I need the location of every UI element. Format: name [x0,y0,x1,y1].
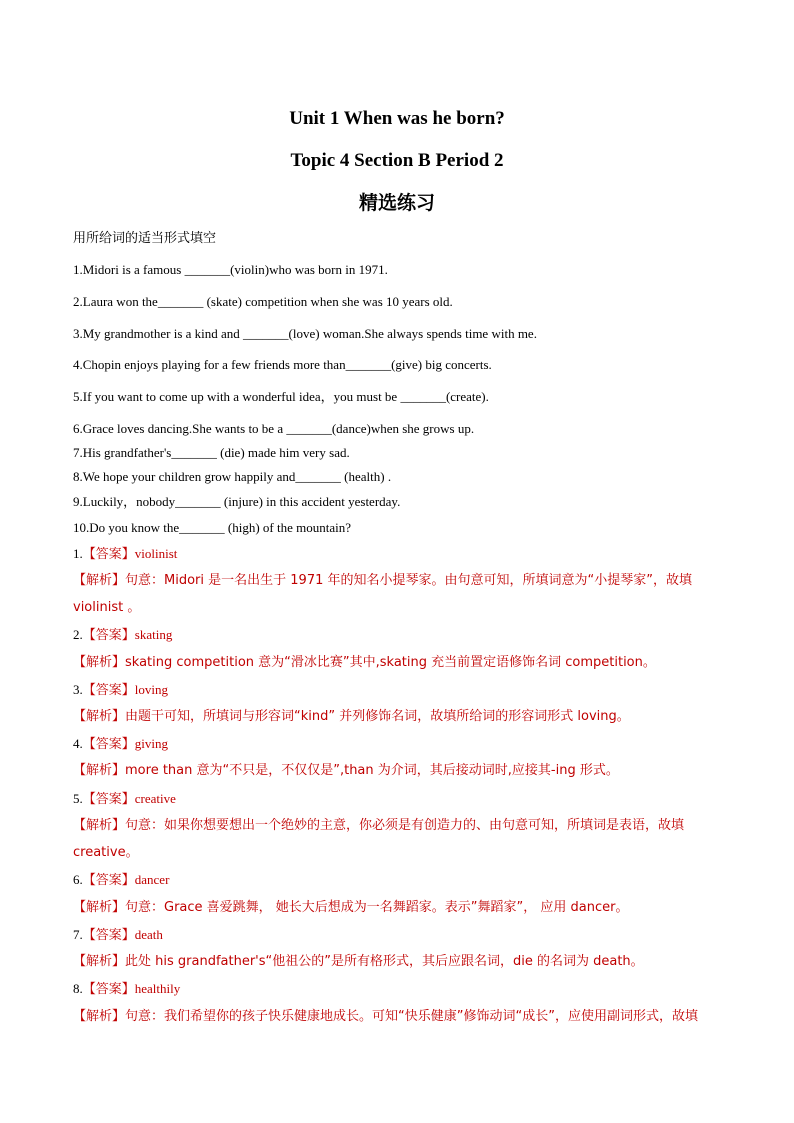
explanation-5 [73,812,743,866]
answer-5 [73,790,176,809]
topic-title: Topic 4 Section B Period 2 [290,150,504,171]
answer-number: 6. [73,872,83,887]
question-6: 6.Grace loves dancing.She wants to be a _______(dance)when she grows up. [73,421,475,436]
question-9: 9.Luckily，nobody_______ (injure) in this accident yesterday. [73,494,401,509]
explanation-text: 句意：Grace 喜爱跳舞， 她长大后想成为一名舞蹈家。表示”舞蹈家”， 应用 dancer。 [125,900,629,915]
explanation-tag: 【解析】 [73,573,126,588]
answer-tag: 【答案】 [82,982,135,997]
exercise-instruction: 用所给词的适当形式填空 [73,231,217,246]
explanation-text: 句意：我们希望你的孩子快乐健康地成长。可知“快乐健康”修饰动词“成长”，应使用副词形式，故填 [125,1009,698,1024]
explanation-tag: 【解析】 [73,954,126,969]
question-3: 3.My grandmother is a kind and _______(love) woman.She always spends time with me. [73,326,537,341]
explanation-4 [73,757,743,784]
answer-value: creative [134,791,176,806]
answer-value: skating [134,627,173,642]
explanation-tag: 【解析】 [73,763,126,778]
answer-number: 2. [73,627,83,642]
answer-tag: 【答案】 [82,792,135,807]
answer-number: 4. [73,736,83,751]
answer-7 [73,926,163,945]
answer-tag: 【答案】 [82,928,135,943]
answer-8 [73,980,180,999]
answer-number: 8. [73,981,83,996]
question-10: 10.Do you know the_______ (high) of the mountain? [73,520,352,535]
section-title: 精选练习 [358,192,435,214]
question-4: 4.Chopin enjoys playing for a few friends more than_______(give) big concerts. [73,357,492,372]
explanation-tag: 【解析】 [73,900,126,915]
explanation-text: 由题干可知，所填词与形容词“kind” 并列修饰名词，故填所给词的形容词形式 loving。 [125,709,630,724]
answer-tag: 【答案】 [82,683,135,698]
question-8: 8.We hope your children grow happily and_______ (health) . [73,469,392,484]
question-7: 7.His grandfather's_______ (die) made him very sad. [73,445,350,460]
unit-title: Unit 1 When was he born? [289,108,505,129]
explanation-text: 此处 his grandfather's“他祖公的”是所有格形式，其后应跟名词，die 的名词为 death。 [125,954,644,969]
question-1: 1.Midori is a famous _______(violin)who was born in 1971. [73,262,388,277]
answer-value: dancer [134,872,170,887]
answer-tag: 【答案】 [82,873,135,888]
answer-tag: 【答案】 [82,628,135,643]
explanation-8 [73,1003,743,1030]
explanation-text: more than 意为“不只是，不仅仅是”,than 为介词，其后接动词时,应接其-ing 形式。 [125,763,619,778]
answer-4 [73,735,168,754]
answer-3 [73,681,168,700]
explanation-1 [73,567,743,621]
question-2: 2.Laura won the_______ (skate) competition when she was 10 years old. [73,294,453,309]
explanation-2 [73,649,743,676]
question-5: 5.If you want to come up with a wonderful idea，you must be _______(create). [73,389,489,404]
answer-value: loving [134,682,168,697]
answer-value: giving [134,736,168,751]
explanation-text: 句意：Midori 是一名出生于 1971 年的知名小提琴家。由句意可知，所填词意为“小提琴家”，故填 violinist 。 [73,573,692,615]
answer-number: 1. [73,546,83,561]
answer-tag: 【答案】 [82,547,135,562]
explanation-text: 句意：如果你想要想出一个绝妙的主意，你必须是有创造力的、由句意可知，所填词是表语，故填 creative。 [73,818,685,860]
answer-value: healthily [134,981,181,996]
explanation-tag: 【解析】 [73,1009,126,1024]
answer-value: violinist [134,546,178,561]
answer-2 [73,626,172,645]
answer-tag: 【答案】 [82,737,135,752]
explanation-tag: 【解析】 [73,655,126,670]
answer-number: 3. [73,682,83,697]
explanation-tag: 【解析】 [73,709,126,724]
explanation-7 [73,948,743,975]
answer-6 [73,871,169,890]
explanation-tag: 【解析】 [73,818,126,833]
answer-number: 5. [73,791,83,806]
explanation-text: skating competition 意为“滑冰比赛”其中,skating 充当前置定语修饰名词 competition。 [125,655,656,670]
explanation-6 [73,894,743,921]
explanation-3 [73,703,743,730]
answer-number: 7. [73,927,83,942]
answer-1 [73,545,177,564]
answer-value: death [134,927,163,942]
